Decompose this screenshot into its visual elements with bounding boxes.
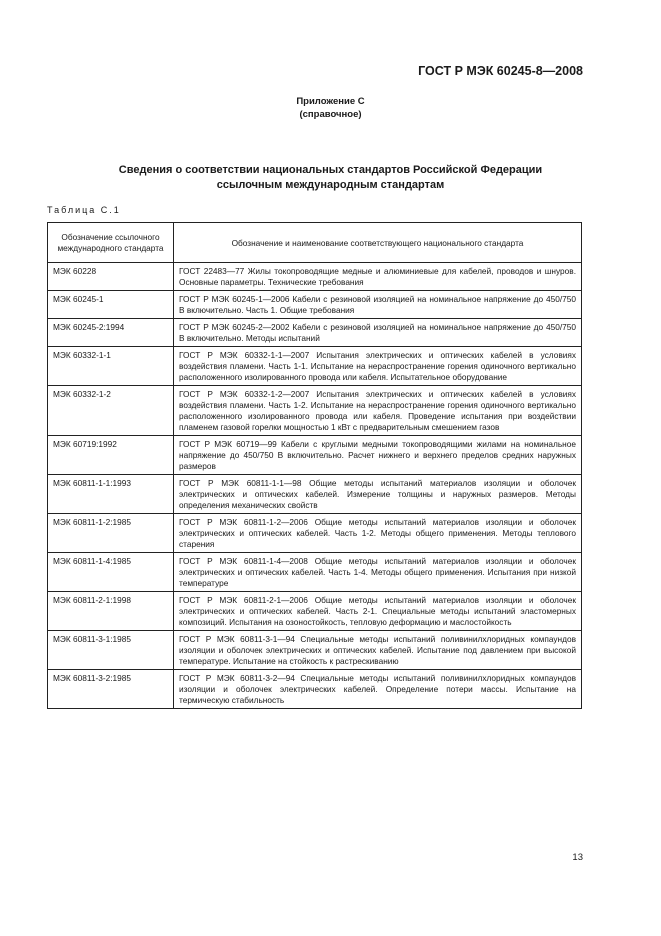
table-row xyxy=(48,631,582,670)
national-standard-cell: ГОСТ Р МЭК 60811-1-2—2006 Общие методы испытаний материалов изоляции и оболочек электрических и оптических кабелей. Часть 1-2. Методы общего применения. Методы теплового старения xyxy=(174,514,582,553)
table-row xyxy=(48,514,582,553)
section-title xyxy=(0,163,661,193)
table-row xyxy=(48,553,582,592)
table-row xyxy=(48,475,582,514)
correspondence-table xyxy=(47,222,582,709)
header-reference-standard: Обозначение ссылочного международного стандарта xyxy=(48,223,174,263)
reference-standard-cell: МЭК 60719:1992 xyxy=(48,436,174,475)
reference-standard-cell: МЭК 60811-3-2:1985 xyxy=(48,670,174,709)
table-row xyxy=(48,263,582,291)
table-caption: Таблица С.1 xyxy=(47,205,121,215)
section-title-line-1: Сведения о соответствии национальных стандартов Российской Федерации xyxy=(118,164,543,176)
table-row xyxy=(48,386,582,436)
table-row xyxy=(48,319,582,347)
reference-standard-cell: МЭК 60811-2-1:1998 xyxy=(48,592,174,631)
table-body xyxy=(48,263,582,709)
reference-standard-cell: МЭК 60245-2:1994 xyxy=(48,319,174,347)
reference-standard-cell: МЭК 60811-1-2:1985 xyxy=(48,514,174,553)
reference-standard-cell: МЭК 60245-1 xyxy=(48,291,174,319)
reference-standard-cell: МЭК 60332-1-2 xyxy=(48,386,174,436)
table-header-row xyxy=(48,223,582,263)
national-standard-cell: ГОСТ Р МЭК 60332-1-1—2007 Испытания электрических и оптических кабелей в условиях воздействия пламени. Часть 1-1. Испытание на нераспространение горения одиночного вертикально расположенного изолированного провода или кабеля. Испытательное оборудование xyxy=(174,347,582,386)
section-title-line-2: ссылочным международным стандартам xyxy=(216,179,445,191)
national-standard-cell: ГОСТ Р МЭК 60245-1—2006 Кабели с резиновой изоляцией на номинальное напряжение до 450/750 В включительно. Часть 1. Общие требования xyxy=(174,291,582,319)
table-row xyxy=(48,592,582,631)
page-number: 13 xyxy=(572,852,583,863)
reference-standard-cell: МЭК 60332-1-1 xyxy=(48,347,174,386)
national-standard-cell: ГОСТ Р МЭК 60811-1-1—98 Общие методы испытаний материалов изоляции и оболочек электрических и оптических кабелей. Измерение толщины и наружных размеров. Методы определения механических свойств xyxy=(174,475,582,514)
national-standard-cell: ГОСТ Р МЭК 60811-2-1—2006 Общие методы испытаний материалов изоляции и оболочек электрических и оптических кабелей. Часть 2-1. Специальные методы испытаний эластомерных композиций. Испытания на озоностойкость, тепловую деформацию и маслостойкость xyxy=(174,592,582,631)
reference-standard-cell: МЭК 60811-3-1:1985 xyxy=(48,631,174,670)
reference-standard-cell: МЭК 60228 xyxy=(48,263,174,291)
table-row xyxy=(48,436,582,475)
header-national-standard: Обозначение и наименование соответствующего национального стандарта xyxy=(174,223,582,263)
annex-subtitle: (справочное) xyxy=(299,109,362,120)
reference-standard-cell: МЭК 60811-1-4:1985 xyxy=(48,553,174,592)
national-standard-cell: ГОСТ Р МЭК 60811-1-4—2008 Общие методы испытаний материалов изоляции и оболочек электрических и оптических кабелей. Часть 1-4. Методы общего применения. Испытания при низкой температуре xyxy=(174,553,582,592)
table-row xyxy=(48,670,582,709)
document-code: ГОСТ Р МЭК 60245-8—2008 xyxy=(418,64,583,78)
national-standard-cell: ГОСТ 22483—77 Жилы токопроводящие медные и алюминиевые для кабелей, проводов и шнуров. Основные параметры. Технические требования xyxy=(174,263,582,291)
national-standard-cell: ГОСТ Р МЭК 60245-2—2002 Кабели с резиновой изоляцией на номинальное напряжение до 450/750 В включительно. Методы испытаний xyxy=(174,319,582,347)
table-row xyxy=(48,347,582,386)
national-standard-cell: ГОСТ Р МЭК 60811-3-1—94 Специальные методы испытаний поливинилхлоридных компаундов изоляции и оболочек электрических и оптических кабелей. Испытание под давлением при высокой температуре. Испытание на стойкость к растрескиванию xyxy=(174,631,582,670)
annex-title: Приложение С xyxy=(296,96,365,107)
national-standard-cell: ГОСТ Р МЭК 60332-1-2—2007 Испытания электрических и оптических кабелей в условиях воздействия пламени. Часть 1-2. Испытание на нераспространение горения одиночного вертикально расположенного изолированного провода или кабеля. Проведение испытания при воздействии пламенем газовой горелки мощностью 1 кВт с предварительным смешением газов xyxy=(174,386,582,436)
national-standard-cell: ГОСТ Р МЭК 60719—99 Кабели с круглыми медными токопроводящими жилами на номинальное напряжение до 450/750 В включительно. Расчет нижнего и верхнего пределов средних наружных размеров xyxy=(174,436,582,475)
table-row xyxy=(48,291,582,319)
national-standard-cell: ГОСТ Р МЭК 60811-3-2—94 Специальные методы испытаний поливинилхлоридных компаундов изоляции и оболочек электрических кабелей. Определение потери массы. Испытание на термическую стабильность xyxy=(174,670,582,709)
reference-standard-cell: МЭК 60811-1-1:1993 xyxy=(48,475,174,514)
annex-heading xyxy=(0,95,661,121)
